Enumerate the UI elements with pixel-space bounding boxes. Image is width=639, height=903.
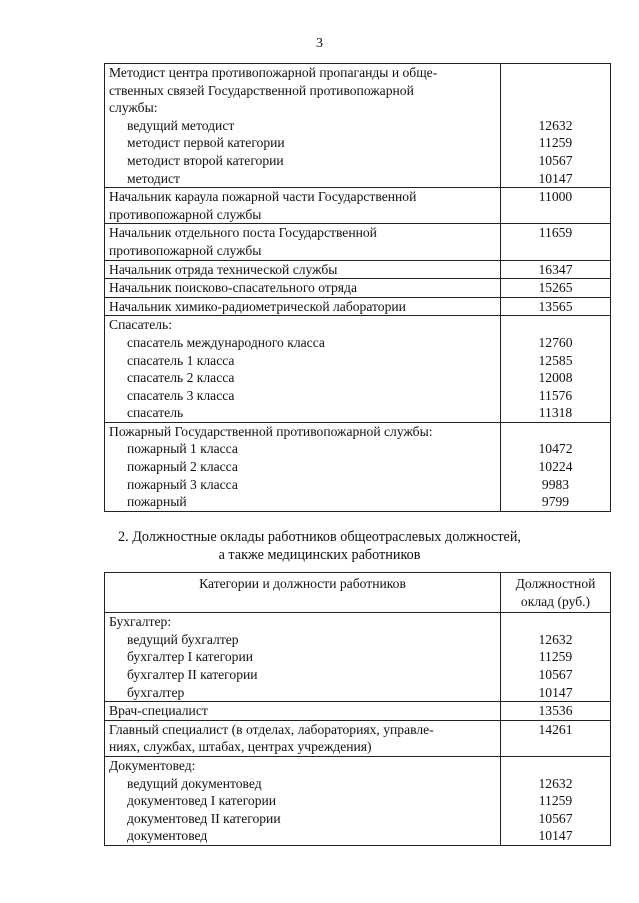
position-title-line: Документовед: [109, 757, 196, 773]
table-row [105, 316, 611, 423]
salary-table-1 [104, 63, 611, 512]
table-row [105, 279, 611, 298]
spacer [505, 99, 606, 117]
position-cell [105, 422, 501, 511]
position-title-line: противопожарной службы [109, 242, 262, 258]
salary-value: 12632 [538, 775, 573, 791]
salary-cell [501, 613, 611, 702]
salary-cell [501, 224, 611, 260]
position-title-line: службы: [109, 100, 158, 116]
spacer [505, 316, 606, 334]
spacer [505, 423, 606, 441]
salary-value: 12760 [538, 334, 573, 350]
table-row [105, 224, 611, 260]
salary-value: 11576 [538, 387, 573, 403]
position-cell [105, 224, 501, 260]
header-categories: Категории и должности работников [105, 573, 501, 613]
salary-value: 10147 [538, 828, 573, 844]
spacer [505, 613, 606, 631]
header-salary [501, 573, 611, 613]
sub-position-label: методист [127, 170, 180, 186]
sub-position-label: ведущий методист [127, 117, 235, 133]
salary-value: 10567 [538, 810, 573, 826]
position-title-line: Начальник химико-радиометрической лаборатории [109, 298, 406, 314]
salary-value: 13565 [538, 298, 573, 314]
sub-position-label: бухгалтер II категории [127, 666, 258, 682]
salary-value: 10147 [538, 684, 573, 700]
salary-value: 11259 [538, 793, 573, 809]
spacer [505, 757, 606, 775]
salary-cell [501, 297, 611, 316]
position-cell [105, 64, 501, 188]
sub-position-label: бухгалтер [127, 684, 185, 700]
sub-position-label: пожарный 2 класса [127, 459, 238, 475]
salary-cell [501, 702, 611, 721]
sub-position-label: документовед [127, 828, 208, 844]
position-cell [105, 297, 501, 316]
salary-value: 10567 [538, 152, 573, 168]
position-title-line: Главный специалист (в отделах, лабораториях, управле- [109, 721, 434, 737]
table-row [105, 702, 611, 721]
position-title-line: Начальник караула пожарной части Государственной [109, 189, 417, 205]
salary-table-2 [104, 572, 611, 846]
salary-cell [501, 260, 611, 279]
sub-position-label: пожарный 3 класса [127, 476, 238, 492]
salary-value: 11000 [538, 189, 573, 205]
position-title-line: ственных связей Государственной противопожарной [109, 82, 414, 98]
salary-cell [501, 188, 611, 224]
table-2-body [105, 613, 611, 846]
salary-value: 12632 [538, 631, 573, 647]
table-row [105, 297, 611, 316]
salary-value: 12632 [538, 117, 573, 133]
position-title-line: Начальник поисково-спасательного отряда [109, 280, 357, 296]
position-cell [105, 279, 501, 298]
sub-position-label: документовед I категории [127, 793, 277, 809]
salary-value: 9799 [541, 494, 570, 510]
salary-value: 14261 [538, 721, 573, 737]
position-title-line: Начальник отряда технической службы [109, 261, 338, 277]
sub-position-label: спасатель международного класса [127, 334, 325, 350]
salary-cell [501, 720, 611, 756]
table-row [105, 720, 611, 756]
salary-cell [501, 316, 611, 423]
section-2-heading-line-2: а также медицинских работников [218, 547, 421, 563]
position-cell [105, 188, 501, 224]
salary-cell [501, 422, 611, 511]
position-cell [105, 720, 501, 756]
salary-value: 10147 [538, 170, 573, 186]
table-row [105, 613, 611, 702]
position-title-line: противопожарной службы [109, 206, 262, 222]
salary-value: 11259 [538, 135, 573, 151]
sub-position-label: пожарный [127, 494, 187, 510]
sub-position-label: бухгалтер I категории [127, 649, 254, 665]
salary-value: 11318 [538, 405, 573, 421]
salary-value: 10472 [538, 441, 573, 457]
table-row [105, 756, 611, 845]
sub-position-label: пожарный 1 класса [127, 441, 238, 457]
table-row [105, 64, 611, 188]
sub-position-label: спасатель 1 класса [127, 352, 235, 368]
position-title-line: Спасатель: [109, 317, 172, 333]
position-cell [105, 702, 501, 721]
salary-value: 9983 [541, 476, 570, 492]
position-cell [105, 756, 501, 845]
sub-position-label: ведущий бухгалтер [127, 631, 239, 647]
position-title-line: Врач-специалист [109, 703, 208, 719]
table-row [105, 260, 611, 279]
position-title-line: Методист центра противопожарной пропаганды и обще- [109, 65, 438, 80]
sub-position-label: методист второй категории [127, 152, 284, 168]
spacer [505, 82, 606, 100]
salary-cell [501, 64, 611, 188]
sub-position-label: спасатель 3 класса [127, 387, 235, 403]
salary-value: 13536 [538, 703, 573, 719]
position-cell [105, 613, 501, 702]
table-row [105, 422, 611, 511]
table-1-body [105, 64, 611, 512]
salary-value: 10224 [538, 459, 573, 475]
position-cell [105, 316, 501, 423]
sub-position-label: спасатель 2 класса [127, 370, 235, 386]
salary-value: 15265 [538, 280, 573, 296]
position-title-line: Пожарный Государственной противопожарной службы: [109, 423, 433, 439]
salary-value: 16347 [538, 261, 573, 277]
position-title-line: Бухгалтер: [109, 614, 172, 630]
position-title-line: ниях, службах, штабах, центрах учреждения) [109, 739, 372, 755]
sub-position-label: документовед II категории [127, 810, 281, 826]
salary-value: 11659 [538, 225, 573, 241]
header-salary-line-2: оклад (руб.) [520, 593, 591, 609]
section-2-heading-line-1: 2. Должностные оклады работников общеотраслевых должностей, [118, 529, 521, 545]
position-cell [105, 260, 501, 279]
salary-value: 11259 [538, 649, 573, 665]
salary-value: 10567 [538, 666, 573, 682]
table-row [105, 188, 611, 224]
sub-position-label: методист первой категории [127, 135, 285, 151]
sub-position-label: ведущий документовед [127, 775, 262, 791]
salary-cell [501, 279, 611, 298]
table-2-header-row [105, 573, 611, 613]
salary-value: 12585 [538, 352, 573, 368]
page-number: 3 [316, 36, 323, 51]
spacer [505, 64, 606, 82]
salary-value: 12008 [538, 370, 573, 386]
header-salary-line-1: Должностной [515, 576, 596, 591]
sub-position-label: спасатель [127, 405, 184, 421]
salary-cell [501, 756, 611, 845]
section-2-heading [0, 528, 639, 564]
position-title-line: Начальник отдельного поста Государственной [109, 225, 377, 241]
